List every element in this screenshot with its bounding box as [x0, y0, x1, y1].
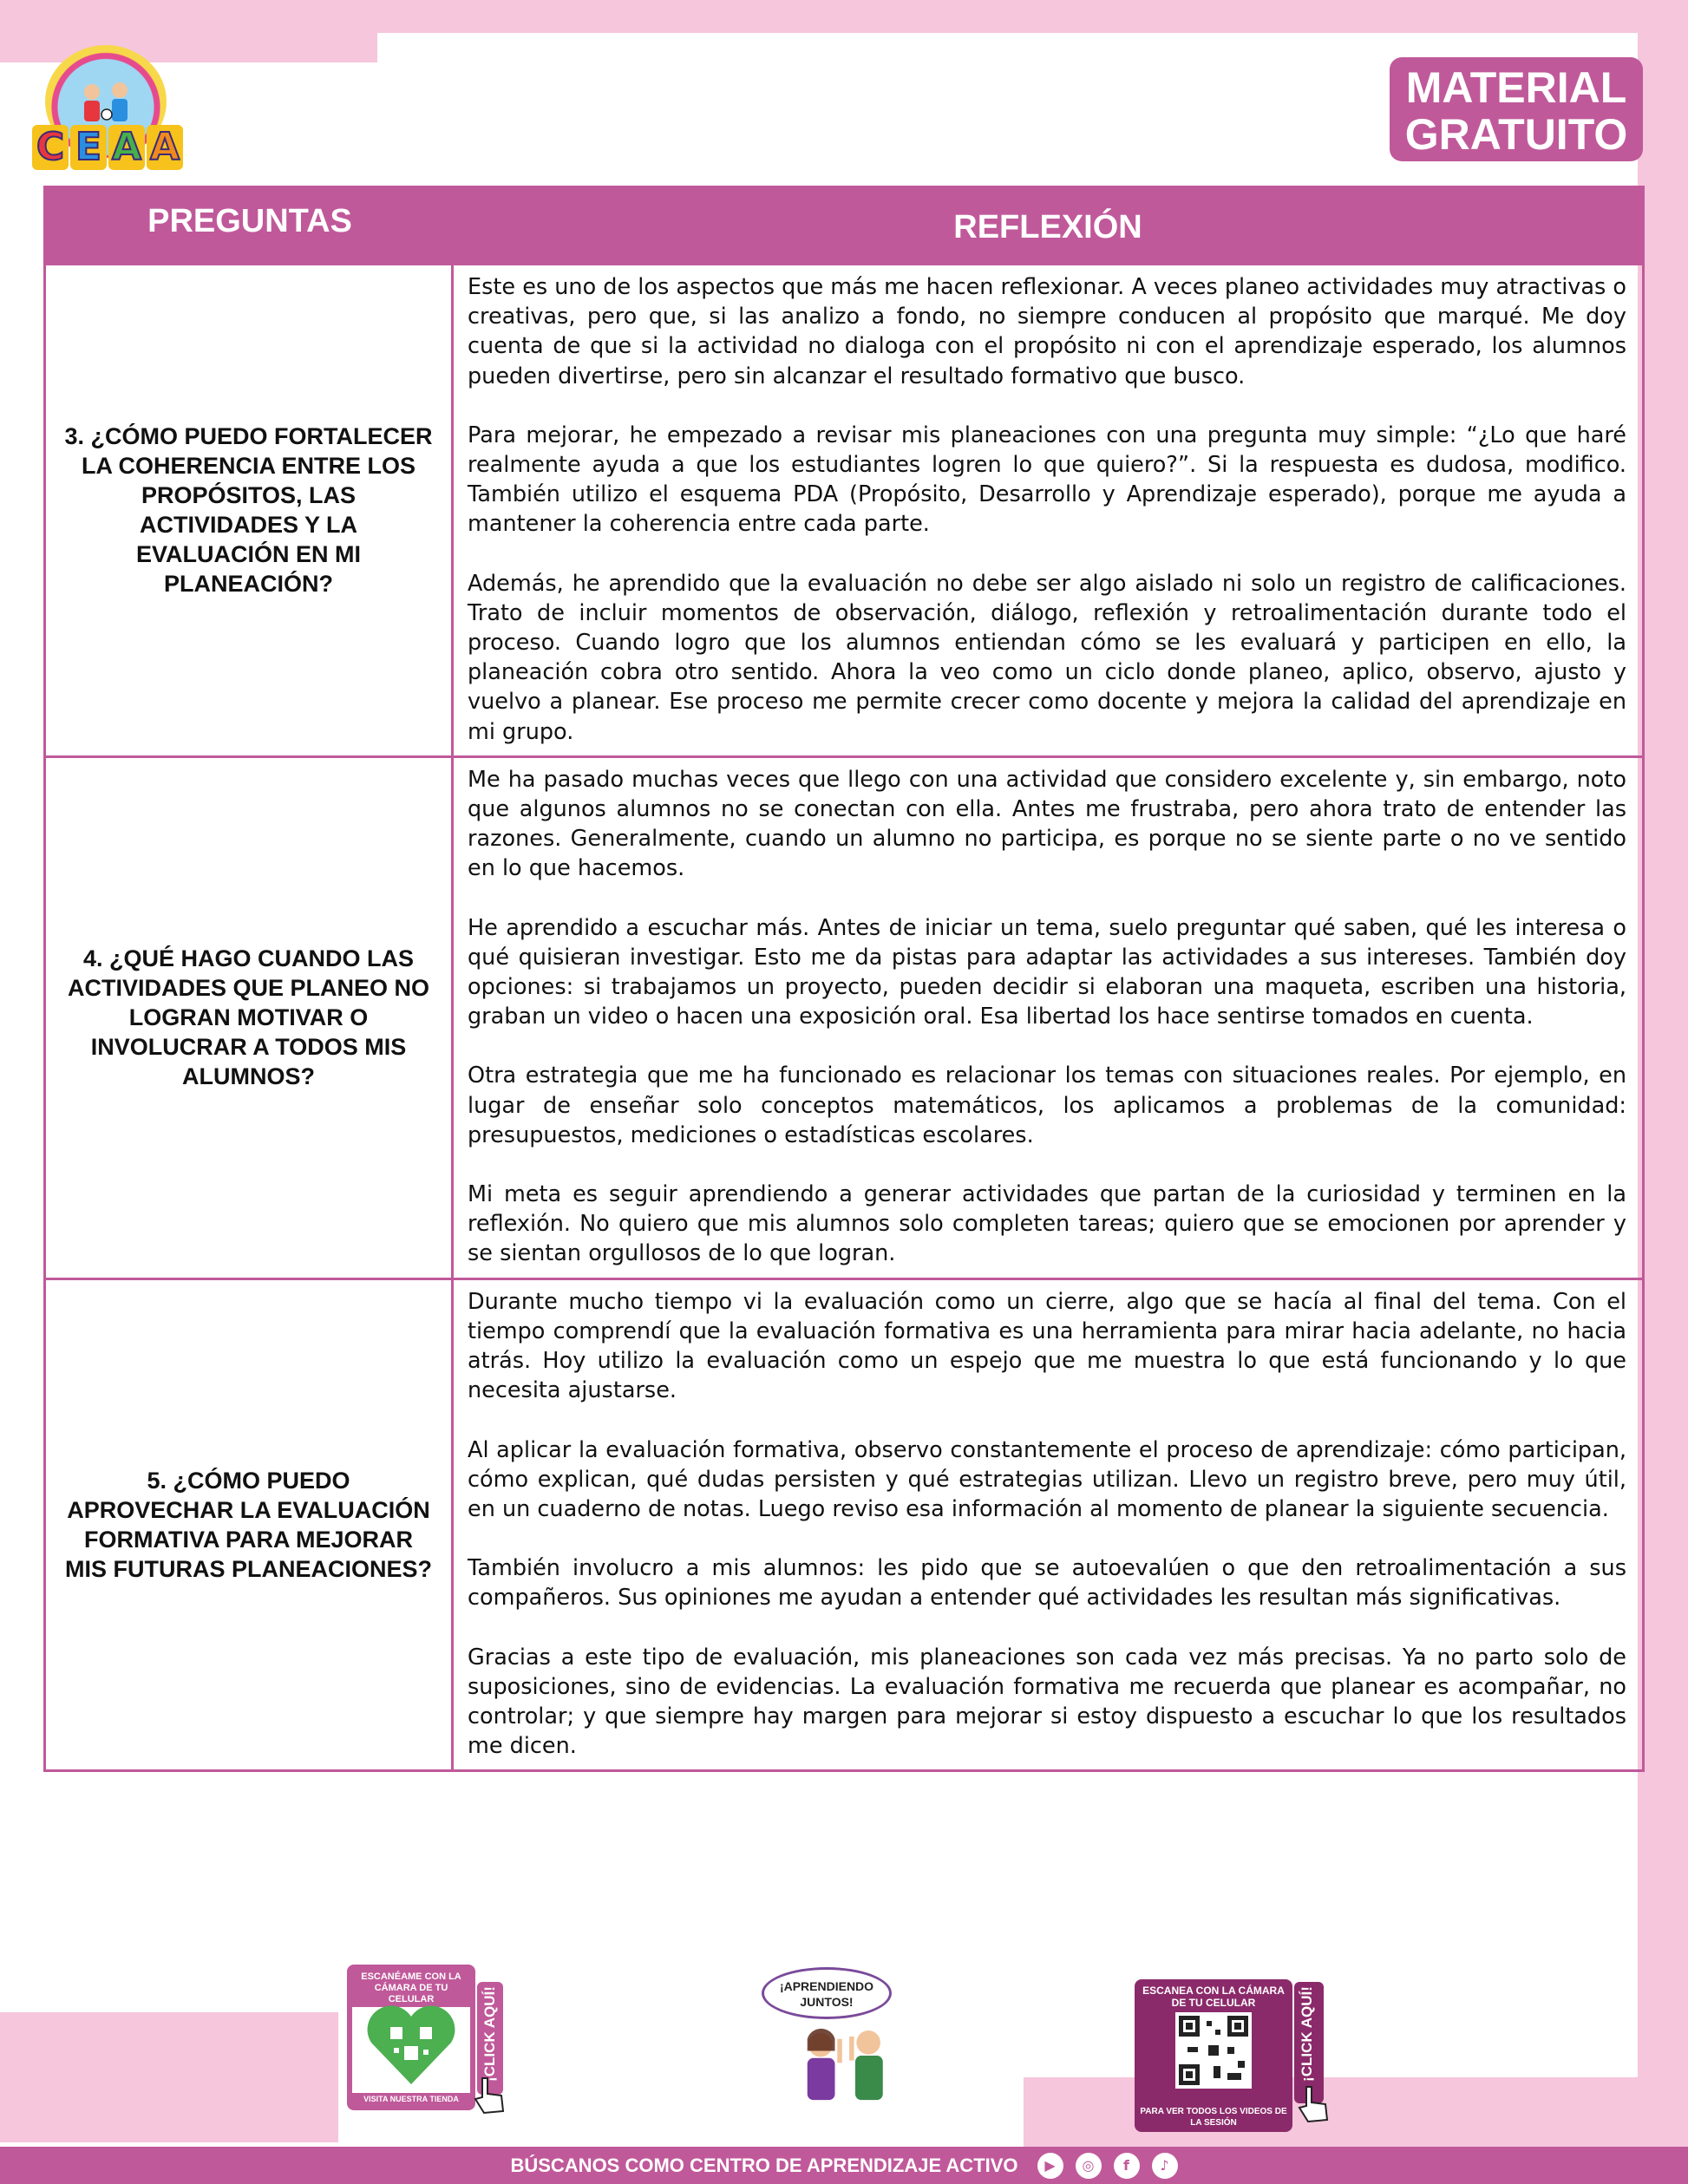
bubble-line1: ¡APRENDIENDO [779, 1979, 874, 1993]
footer-bar [0, 2147, 1688, 2184]
reflection-paragraph: Además, he aprendido que la evaluación no debe ser algo aislado ni solo un registro de calificaciones. Trato de incluir momentos de observación, diálogo, reflexión y retroalimentación durante todo el proceso. Cuando logro que los alumnos entiendan cómo se les evaluará y participen en ello, la planeación cobra otro sentido. Ahora la veo como un ciclo donde planeo, aplico, observo, ajusto y vuelvo a planear. Ese proceso me permite crecer como docente y mejora la calidad del aprendizaje en mi grupo. [468, 570, 1626, 745]
store-qr-footer: VISITA NUESTRA TIENDA [352, 2093, 470, 2105]
reflection-cell [454, 758, 1642, 1278]
videos-qr-card[interactable] [1135, 1979, 1292, 2132]
teachers-illustration [756, 2021, 939, 2147]
reflection-table [43, 186, 1645, 1772]
videos-qr-caption: ESCANEA CON LA CÁMARA DE TU CELULAR [1142, 1985, 1285, 2009]
reflection-paragraph: Gracias a este tipo de evaluación, mis planeaciones son cada vez más precisas. Ya no parto solo de suposiciones, sino de evidencias. La evaluación formativa me recuerda que planear es acompañar, no controlar; y que siempre hay margen para mejorar si estoy dispuesto a escuchar lo que los resultados me dicen. [468, 1644, 1626, 1760]
speech-bubble [762, 1967, 892, 2019]
reflection-paragraph: Durante mucho tiempo vi la evaluación como un cierre, algo que se hacía al final del tema. Con el tiempo comprendí que la evaluación formativa es una herramienta para mirar hacia adelante, no hacia atrás. Hoy utilizo la evaluación como un espejo que me muestra lo que está funcionando y lo que necesita ajustarse. [468, 1288, 1626, 1404]
badge-line2: GRATUITO [1404, 110, 1628, 159]
frame-top-right [377, 0, 1644, 33]
header-reflexion: REFLEXIÓN [953, 209, 1142, 245]
videos-click-label: ¡CLICK AQUÍ! [1299, 1986, 1315, 2082]
reflection-paragraph: Me ha pasado muchas veces que llego con una actividad que considero excelente y, sin embargo, noto que algunos alumnos no se conectan con ella. Antes me frustraba, pero ahora trato de entender las razones. Generalmente, cuando un alumno no participa, es porque no se siente parte o no ve sentido en lo que hacemos. [468, 766, 1626, 882]
bubble-line2: JUNTOS! [800, 1995, 854, 2009]
header-preguntas: PREGUNTAS [147, 203, 352, 239]
table-header [46, 188, 1642, 263]
qr-code-icon [1175, 2012, 1252, 2089]
reflection-paragraph: Otra estrategia que me ha funcionado es relacionar los temas con situaciones reales. Por ejemplo, en lugar de enseñar solo conceptos matemáticos, los aplicamos a problemas de la comunidad: presupuestos, mediciones o estadísticas escolares. [468, 1063, 1626, 1148]
videos-qr-footer: PARA VER TODOS LOS VIDEOS DE LA SESIÓN [1140, 2107, 1287, 2128]
logo-letter-a: A [108, 125, 145, 170]
instagram-icon[interactable]: ◎ [1076, 2153, 1102, 2179]
logo-letters [26, 125, 189, 173]
youtube-icon[interactable]: ▶ [1037, 2153, 1063, 2179]
reflection-paragraph: También involucro a mis alumnos: les pido que se autoevalúen o que den retroalimentación a sus compañeros. Sus opiniones me ayudan a entender qué actividades les resultan más significativas. [468, 1555, 1626, 1612]
reflection-paragraph: Mi meta es seguir aprendiendo a generar actividades que partan de la curiosidad y terminen en la reflexión. No quiero que mis alumnos solo completen tareas; quiero que se emocionen por aprender y se sientan orgullosos de lo que logran. [468, 1181, 1626, 1267]
pointer-hand-icon [1291, 2082, 1334, 2125]
store-qr-card[interactable] [347, 1965, 475, 2110]
frame-bottom-left [0, 2012, 338, 2142]
reflection-paragraph: Para mejorar, he empezado a revisar mis planeaciones con una pregunta muy simple: “¿Lo que haré realmente ayuda a que los estudiantes logren lo que quiero?”. Si la respuesta es dudosa, modifico. También utilizo el esquema PDA (Propósito, Desarrollo y Aprendizaje esperado), porque me ayuda a mantener la coherencia entre cada parte. [468, 422, 1626, 538]
heart-qr-icon [364, 2001, 458, 2088]
question-cell: 3. ¿CÓMO PUEDO FORTALECER LA COHERENCIA ENTRE LOS PROPÓSITOS, LAS ACTIVIDADES Y LA EVALUACIÓN EN MI PLANEACIÓN? [46, 265, 454, 755]
frame-right [1638, 0, 1688, 2184]
reflection-cell [454, 265, 1642, 755]
logo-letter-a2: A [147, 125, 183, 170]
ceaa-logo [26, 45, 189, 175]
reflection-paragraph: He aprendido a escuchar más. Antes de iniciar un tema, suelo preguntar qué saben, qué les interesa o qué quisieran investigar. Esto me da pistas para adaptar las actividades a sus intereses. También doy opciones: si trabajamos un proyecto, pueden decidir si elaboran una maqueta, escriben una historia, graban un video o hacen una exposición oral. Esa libertad los hace sentirse tomados en cuenta. [468, 914, 1626, 1030]
logo-letter-c: C [32, 125, 69, 170]
pointer-hand-icon [467, 2073, 510, 2116]
tiktok-icon[interactable]: ♪ [1152, 2153, 1178, 2179]
question-cell: 4. ¿QUÉ HAGO CUANDO LAS ACTIVIDADES QUE PLANEO NO LOGRAN MOTIVAR O INVOLUCRAR A TODOS MIS ALUMNOS? [46, 758, 454, 1278]
facebook-icon[interactable]: f [1114, 2153, 1140, 2179]
footer-text: BÚSCANOS COMO CENTRO DE APRENDIZAJE ACTIVO [510, 2154, 1018, 2176]
reflection-cell [454, 1280, 1642, 1770]
store-click-label: ¡CLICK AQUÍ! [481, 1986, 498, 2082]
kids-icon [76, 78, 137, 130]
table-row [46, 1278, 1642, 1770]
logo-letter-e: E [70, 125, 107, 170]
reflection-paragraph: Este es uno de los aspectos que más me hacen reflexionar. A veces planeo actividades muy atractivas o creativas, pero que, si las analizo a fondo, no siempre conducen al propósito que marqué. Me doy cuenta de que si la actividad no dialoga con el propósito ni con el aprendizaje esperado, los alumnos pueden divertirse, pero sin alcanzar el resultado formativo que busco. [468, 274, 1626, 389]
frame-top-strip [377, 33, 1638, 38]
reflection-paragraph: Al aplicar la evaluación formativa, observo constantemente el proceso de aprendizaje: cómo participan, cómo explican, qué dudas persisten y qué estrategias utilizan. Llevo un registro breve, pero muy útil, en un cuaderno de notas. Luego reviso esa información al momento de planear la siguiente secuencia. [468, 1436, 1626, 1522]
store-qr-caption: ESCANÉAME CON LA CÁMARA DE TU CELULAR [352, 1970, 470, 2007]
free-material-badge [1390, 57, 1643, 161]
frame-bottom-right [1024, 2077, 1688, 2147]
table-row [46, 263, 1642, 755]
badge-line1: MATERIAL [1405, 63, 1627, 112]
question-cell: 5. ¿CÓMO PUEDO APROVECHAR LA EVALUACIÓN FORMATIVA PARA MEJORAR MIS FUTURAS PLANEACIONES? [46, 1280, 454, 1770]
table-row [46, 755, 1642, 1278]
